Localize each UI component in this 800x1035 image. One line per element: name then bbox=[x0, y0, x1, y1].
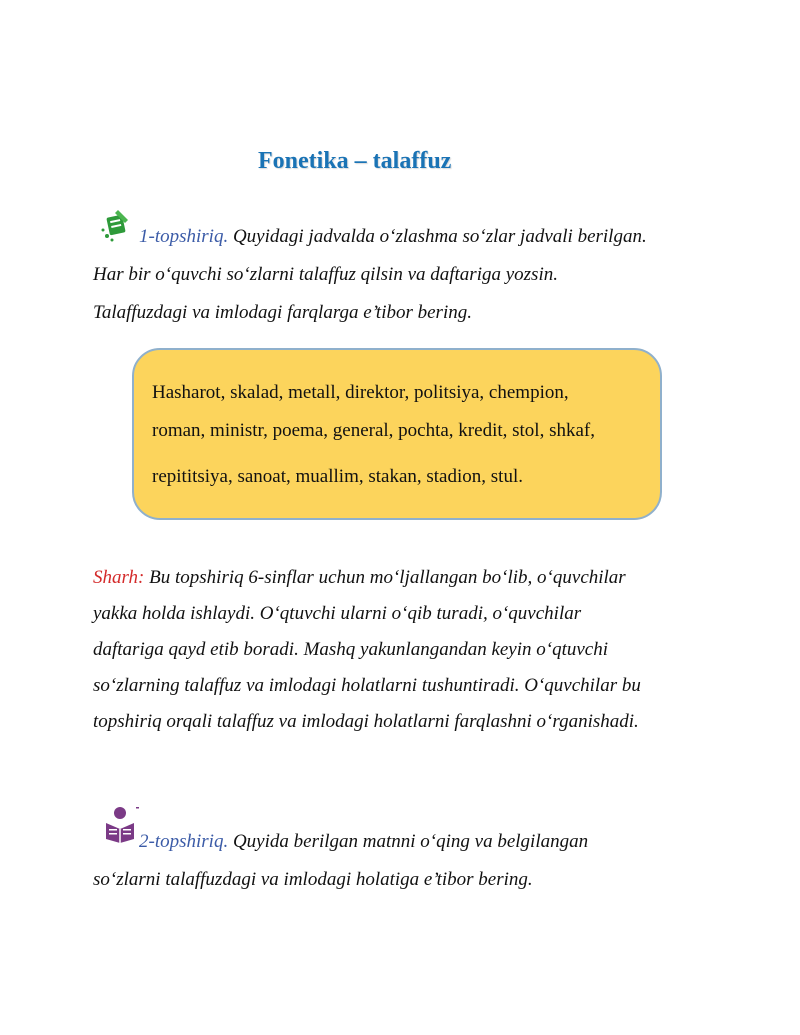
word-list-line-2: repititsiya, sanoat, muallim, stakan, stadion, stul. bbox=[152, 466, 523, 487]
task-1-line-1: Har bir o‘quvchi so‘zlarni talaffuz qilsin va daftariga yozsin. bbox=[93, 264, 558, 285]
word-list-line-0: Hasharot, skalad, metall, direktor, politsiya, chempion, bbox=[152, 382, 569, 403]
comment-label: Sharh: bbox=[93, 567, 145, 588]
task-2 bbox=[93, 823, 733, 899]
task-1-line-0 bbox=[93, 218, 733, 256]
comment-line-1: yakka holda ishlaydi. O‘qtuvchi ularni o‘qib turadi, o‘quvchilar bbox=[93, 603, 582, 624]
task-1-text-0: Quyidagi jadvalda o‘zlashma so‘zlar jadvali berilgan. bbox=[228, 226, 647, 247]
page-title: Fonetika – talaffuz bbox=[258, 148, 452, 174]
task-2-line-1: so‘zlarni talaffuzdagi va imlodagi holatiga e’tibor bering. bbox=[93, 869, 533, 890]
comment-line-4: topshiriq orqali talaffuz va imlodagi holatlarni farqlashni o‘rganishadi. bbox=[93, 711, 639, 732]
comment-line-3: so‘zlarning talaffuz va imlodagi holatlarni tushuntiradi. O‘quvchilar bu bbox=[93, 675, 641, 696]
word-list-box bbox=[132, 348, 662, 520]
word-list-line-1: roman, ministr, poema, general, pochta, kredit, stol, shkaf, bbox=[152, 420, 595, 441]
comment-line-2: daftariga qayd etib boradi. Mashq yakunlangandan keyin o‘qtuvchi bbox=[93, 639, 609, 660]
comment-text-0: Bu topshiriq 6-sinflar uchun mo‘ljallangan bo‘lib, o‘quvchilar bbox=[144, 567, 626, 588]
task-2-number: 2-topshiriq. bbox=[139, 831, 229, 852]
task-2-text-0: Quyida berilgan matnni o‘qing va belgilangan bbox=[228, 831, 589, 852]
task-1-line-2: Talaffuzdagi va imlodagi farqlarga e’tibor bering. bbox=[93, 302, 472, 323]
task-1 bbox=[93, 218, 733, 332]
comment-paragraph bbox=[93, 560, 733, 740]
task-1-number: 1-topshiriq. bbox=[139, 226, 229, 247]
comment-line-0 bbox=[93, 560, 733, 596]
task-2-line-0 bbox=[93, 823, 733, 861]
